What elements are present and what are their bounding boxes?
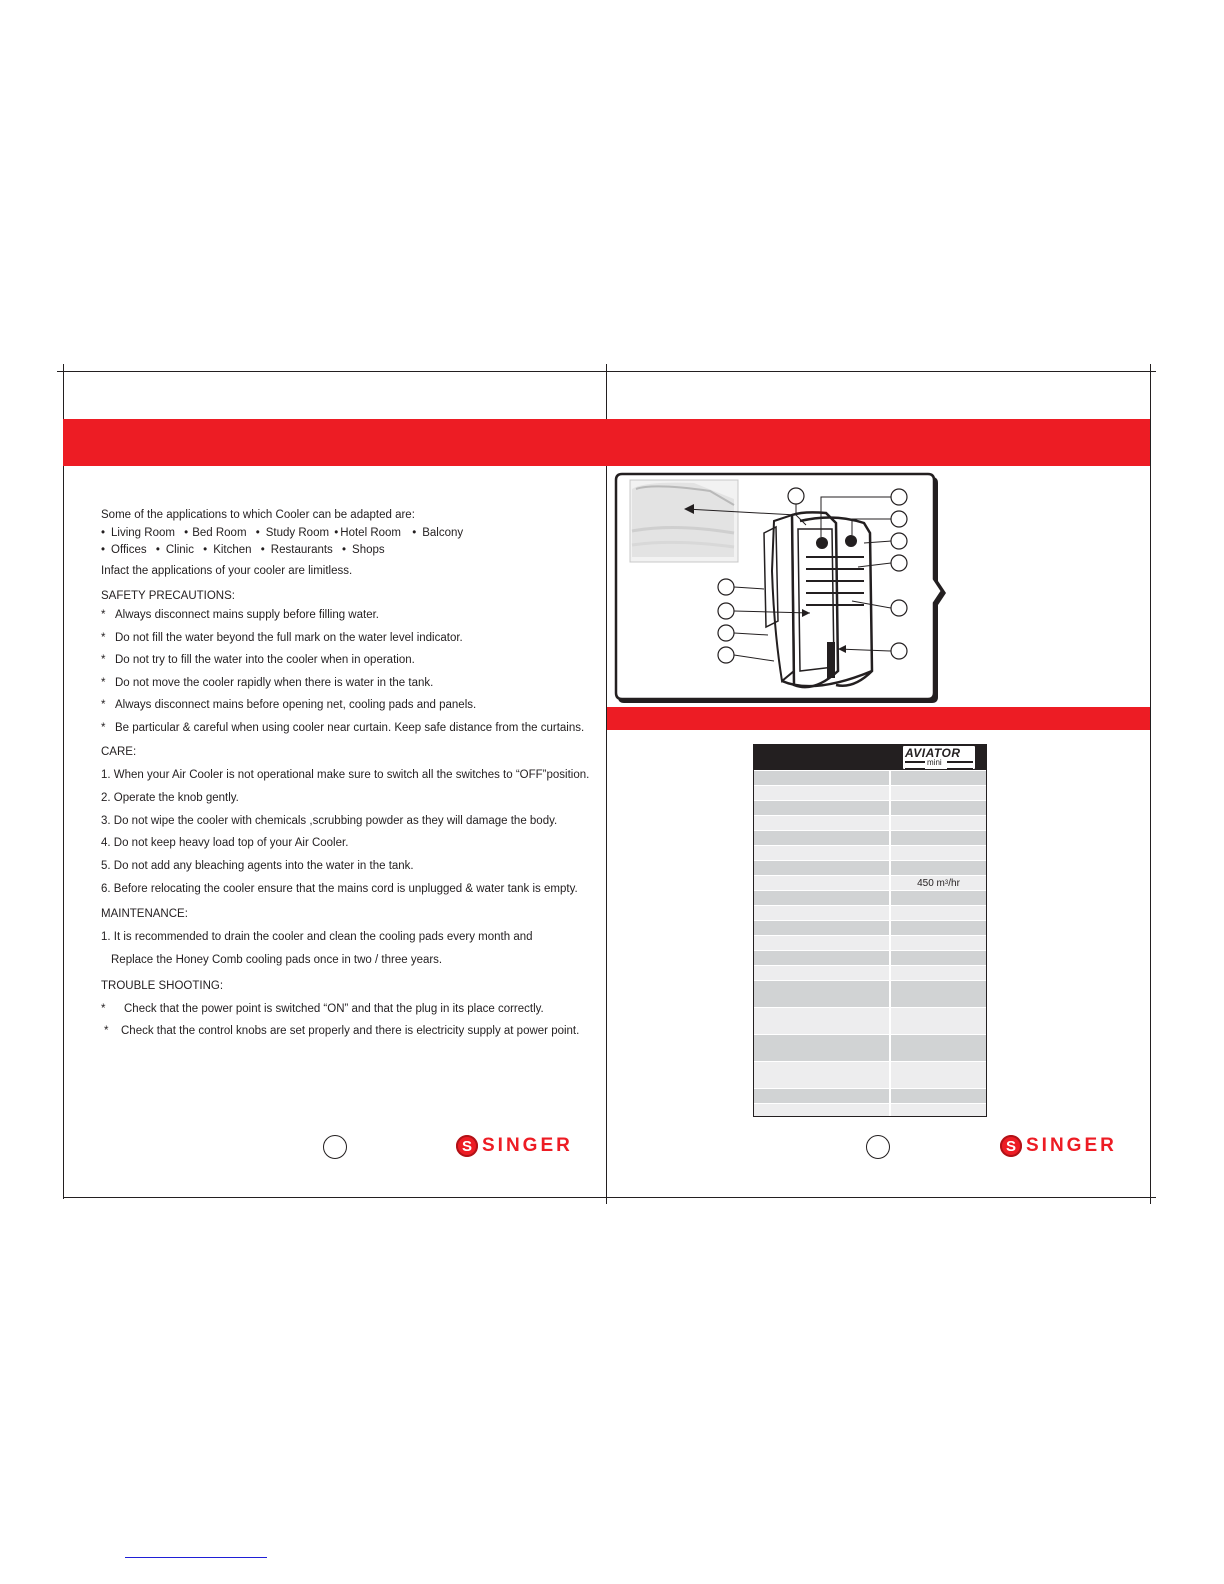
right-page-number-circle — [866, 1135, 890, 1159]
spec-table-header — [754, 745, 986, 770]
air-delivery-superscript: 3 — [944, 880, 949, 886]
spec-parameter-cell — [754, 816, 889, 830]
spec-parameter-cell — [754, 906, 889, 920]
spec-parameter-cell — [754, 876, 889, 890]
spec-header-parameter-cell — [754, 745, 891, 770]
spec-value-cell — [891, 771, 986, 785]
spec-row — [754, 890, 986, 905]
spec-value-cell — [891, 981, 986, 1007]
applications-row-1 — [101, 526, 463, 540]
troubleshooting-item-text: Check that the control knobs are set properly and there is electricity supply at power point. — [121, 1025, 580, 1037]
spec-value-cell — [891, 921, 986, 935]
application-item: Clinic — [165, 544, 194, 556]
asterisk-bullet: * — [101, 1003, 106, 1015]
bullet-dot: • — [155, 544, 160, 556]
air-delivery-value: 450 m — [917, 877, 945, 889]
spec-row — [754, 785, 986, 800]
spec-value-cell — [891, 801, 986, 815]
spec-value-cell — [891, 951, 986, 965]
aviator-model-name: AVIATOR — [905, 746, 961, 760]
spec-value-cell — [891, 831, 986, 845]
spec-value-cell — [891, 936, 986, 950]
safety-item — [101, 631, 463, 645]
spec-value-cell — [891, 1035, 986, 1061]
spec-value-cell — [891, 891, 986, 905]
bullet-dot: • — [334, 527, 339, 539]
spec-row — [754, 800, 986, 815]
care-heading: CARE: — [101, 746, 137, 758]
bullet-dot: • — [260, 544, 265, 556]
spec-row — [754, 815, 986, 830]
troubleshooting-item — [101, 1002, 544, 1016]
care-item: 5. Do not add any bleaching agents into the water in the tank. — [101, 860, 414, 872]
spec-value-cell — [891, 1008, 986, 1034]
bullet-dot: • — [255, 527, 260, 539]
maintenance-line-1: 1. It is recommended to drain the cooler and clean the cooling pads every month and — [101, 931, 533, 943]
spec-parameter-cell — [754, 1104, 889, 1116]
safety-item-text: Always disconnect mains before opening net, cooling pads and panels. — [115, 699, 477, 711]
safety-item — [101, 698, 476, 712]
application-item: Offices — [111, 544, 147, 556]
application-item: Restaurants — [270, 544, 333, 556]
troubleshooting-heading: TROUBLE SHOOTING: — [101, 980, 224, 992]
applications-row-2 — [101, 543, 385, 557]
spec-row — [754, 1034, 986, 1061]
spec-value-cell — [891, 966, 986, 980]
spec-value-cell — [891, 861, 986, 875]
spec-parameter-cell — [754, 1062, 889, 1088]
spec-row — [754, 1007, 986, 1034]
spec-parameter-cell — [754, 891, 889, 905]
spec-parameter-cell — [754, 831, 889, 845]
bullet-dot: • — [101, 544, 106, 556]
spec-row — [754, 1103, 986, 1116]
safety-item — [101, 608, 379, 622]
spec-row — [754, 845, 986, 860]
spec-value-cell — [891, 786, 986, 800]
spec-parameter-cell — [754, 771, 889, 785]
center-fold-line — [606, 364, 607, 1204]
application-item: Kitchen — [213, 544, 252, 556]
parts-diagram — [614, 471, 948, 705]
spec-value-cell — [891, 906, 986, 920]
asterisk-bullet: * — [101, 654, 106, 666]
asterisk-bullet: * — [104, 1025, 109, 1037]
asterisk-bullet: * — [101, 699, 106, 711]
application-item: Living Room — [111, 527, 175, 539]
spec-row — [754, 920, 986, 935]
spec-value-cell — [891, 816, 986, 830]
spec-row — [754, 830, 986, 845]
spec-row — [754, 905, 986, 920]
singer-s-badge-icon: S — [456, 1135, 478, 1157]
safety-heading: SAFETY PRECAUTIONS: — [101, 590, 235, 602]
care-item: 3. Do not wipe the cooler with chemicals ,scrubbing powder as they will damage the body. — [101, 815, 558, 827]
singer-s-badge-icon: S — [1000, 1135, 1022, 1157]
spec-value-cell — [891, 1062, 986, 1088]
left-page-border — [63, 364, 64, 1199]
safety-item-text: Do not move the cooler rapidly when there is water in the tank. — [115, 677, 434, 689]
safety-item — [101, 721, 584, 735]
maintenance-heading: MAINTENANCE: — [101, 908, 188, 920]
singer-wordmark: SINGER — [482, 1135, 573, 1156]
spec-parameter-cell — [754, 801, 889, 815]
singer-wordmark: SINGER — [1026, 1135, 1117, 1156]
bottom-crop-line — [63, 1197, 1156, 1198]
asterisk-bullet: * — [101, 609, 106, 621]
care-item: 6. Before relocating the cooler ensure that the mains cord is unplugged & water tank is empty. — [101, 883, 578, 895]
applications-intro: Some of the applications to which Cooler can be adapted are: — [101, 509, 415, 521]
spec-parameter-cell — [754, 861, 889, 875]
specification-red-bar — [607, 707, 1150, 730]
care-item: 4. Do not keep heavy load top of your Air Cooler. — [101, 837, 349, 849]
bullet-dot: • — [412, 527, 417, 539]
aviator-mini-logo — [903, 746, 975, 769]
spec-row — [754, 950, 986, 965]
air-delivery-unit: /hr — [948, 877, 960, 889]
inset-top-photo — [630, 480, 738, 562]
spec-parameter-cell — [754, 966, 889, 980]
aviator-model-sub: mini — [927, 758, 942, 767]
spec-parameter-cell — [754, 981, 889, 1007]
applications-outro: Infact the applications of your cooler are limitless. — [101, 565, 353, 577]
spec-value-cell — [891, 846, 986, 860]
safety-item-text: Do not try to fill the water into the cooler when in operation. — [115, 654, 415, 666]
header-red-bar — [63, 419, 1150, 466]
application-item: Study Room — [265, 527, 330, 539]
spec-value-cell — [891, 876, 986, 890]
troubleshooting-item — [104, 1024, 579, 1038]
spec-parameter-cell — [754, 846, 889, 860]
asterisk-bullet: * — [101, 632, 106, 644]
application-item: Balcony — [422, 527, 464, 539]
safety-item-text: Be particular & careful when using cooler near curtain. Keep safe distance from the curtains. — [115, 722, 585, 734]
safety-item-text: Always disconnect mains supply before filling water. — [115, 609, 379, 621]
spec-parameter-cell — [754, 1008, 889, 1034]
application-item: Shops — [352, 544, 385, 556]
cooler-parts-diagram — [614, 471, 948, 705]
spec-value-cell — [891, 1104, 986, 1116]
spec-row — [754, 965, 986, 980]
spec-parameter-cell — [754, 921, 889, 935]
safety-item — [101, 676, 433, 690]
aviator-stripes — [947, 761, 973, 770]
spec-row — [754, 935, 986, 950]
application-item: Hotel Room — [340, 527, 401, 539]
right-crop-mark — [1150, 364, 1151, 1204]
left-page-number-circle — [323, 1135, 347, 1159]
bullet-dot: • — [342, 544, 347, 556]
spec-row — [754, 980, 986, 1007]
spec-row — [754, 770, 986, 785]
maintenance-line-2: Replace the Honey Comb cooling pads once in two / three years. — [111, 954, 443, 966]
singer-logo-left — [456, 1133, 573, 1159]
spec-parameter-cell — [754, 1089, 889, 1103]
bottom-link-underline — [125, 1557, 267, 1558]
asterisk-bullet: * — [101, 677, 106, 689]
top-crop-line — [57, 371, 1156, 372]
bullet-dot: • — [184, 527, 189, 539]
care-item: 2. Operate the knob gently. — [101, 792, 239, 804]
asterisk-bullet: * — [101, 722, 106, 734]
spec-parameter-cell — [754, 951, 889, 965]
spec-parameter-cell — [754, 936, 889, 950]
spec-header-model-cell — [891, 745, 986, 770]
specification-table — [753, 744, 987, 1117]
spec-row-air-delivery — [754, 875, 986, 890]
spec-parameter-cell — [754, 1035, 889, 1061]
safety-item-text: Do not fill the water beyond the full mark on the water level indicator. — [115, 632, 463, 644]
bullet-dot: • — [203, 544, 208, 556]
spec-row — [754, 1061, 986, 1088]
application-item: Bed Room — [192, 527, 247, 539]
troubleshooting-item-text: Check that the power point is switched “ON” and that the plug in its place correctly. — [124, 1003, 544, 1015]
singer-logo-right — [1000, 1133, 1117, 1159]
care-item: 1. When your Air Cooler is not operational make sure to switch all the switches to “OFF”position. — [101, 769, 590, 781]
spec-value-cell — [891, 1089, 986, 1103]
spec-row — [754, 860, 986, 875]
spec-row — [754, 1088, 986, 1103]
aviator-stripes — [905, 761, 925, 770]
bullet-dot: • — [101, 527, 106, 539]
safety-item — [101, 653, 415, 667]
spec-parameter-cell — [754, 786, 889, 800]
